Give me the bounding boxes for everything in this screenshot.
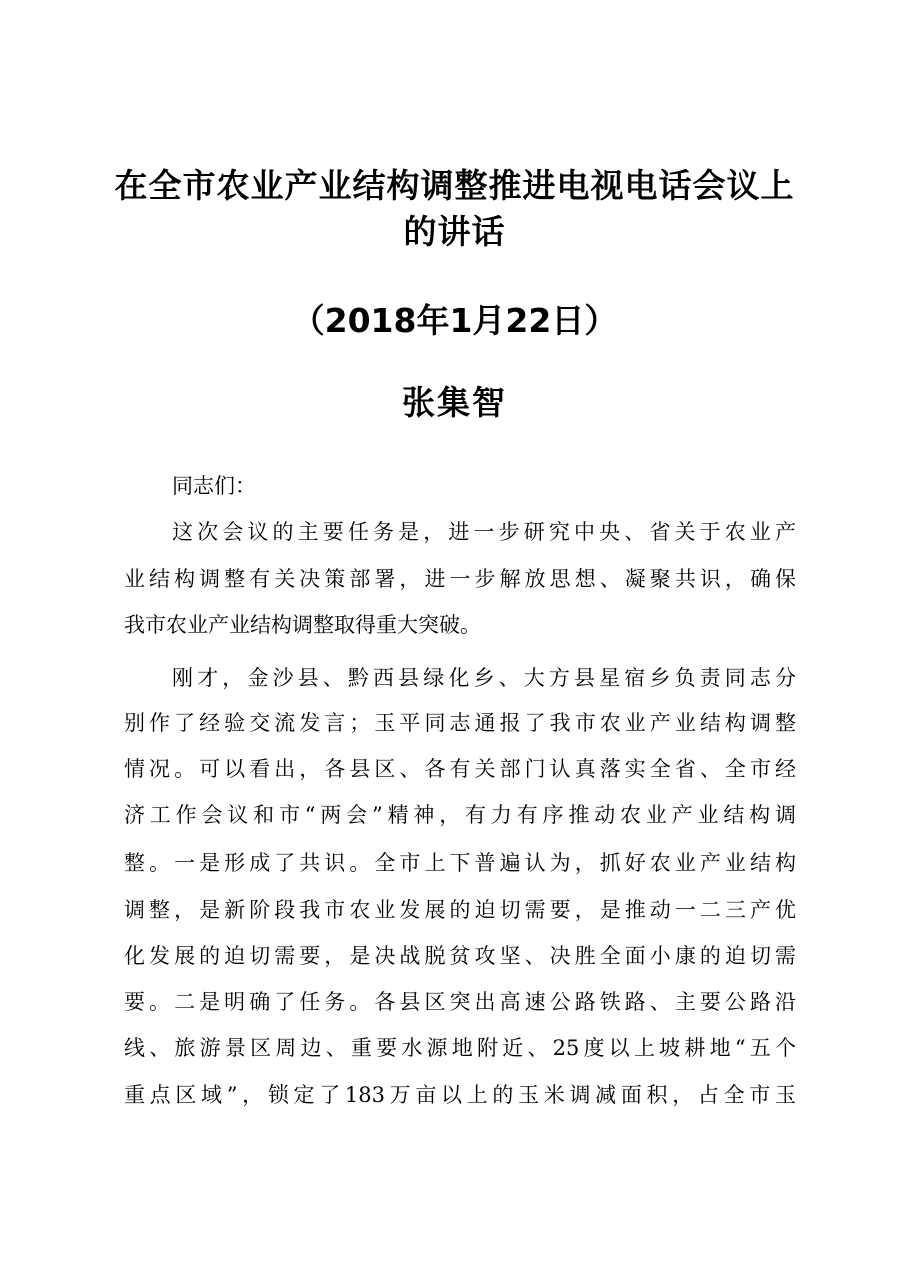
speech-date: （2018年1月22日）: [291, 301, 618, 340]
paragraph-2-line: 别作了经验交流发言；玉平同志通报了我市农业产业结构调整: [124, 711, 796, 735]
paragraph-2-line: 整。一是形成了共识。全市上下普遍认为，抓好农业产业结构: [124, 851, 796, 875]
paragraph-2-line: 刚才，金沙县、黔西县绿化乡、大方县星宿乡负责同志分: [172, 666, 796, 690]
paragraph-2-line: 情况。可以看出，各县区、各有关部门认真落实全省、全市经: [124, 757, 796, 781]
paragraph-2-line: 调整，是新阶段我市农业发展的迫切需要，是推动一二三产优: [124, 898, 796, 922]
paragraph-2-line: 线、旅游景区周边、重要水源地附近、25度以上坡耕地“五个: [124, 1036, 796, 1060]
paragraph-1-line: 这次会议的主要任务是，进一步研究中央、省关于农业产: [172, 520, 796, 544]
document-title-line-2: 的讲话: [403, 212, 506, 251]
paragraph-2-line: 化发展的迫切需要，是决战脱贫攻坚、决胜全面小康的迫切需: [124, 944, 796, 968]
paragraph-1-line: 我市农业产业结构调整取得重大突破。: [124, 613, 481, 637]
paragraph-2-line: 重点区域”，锁定了183万亩以上的玉米调减面积，占全市玉: [124, 1083, 796, 1107]
salutation: 同志们：: [172, 474, 256, 498]
paragraph-1-line: 业结构调整有关决策部署，进一步解放思想、凝聚共识，确保: [124, 567, 796, 591]
paragraph-2-line: 济工作会议和市“两会”精神，有力有序推动农业产业结构调: [124, 803, 796, 827]
document-title-line-1: 在全市农业产业结构调整推进电视电话会议上: [114, 166, 795, 205]
paragraph-2-line: 要。二是明确了任务。各县区突出高速公路铁路、主要公路沿: [124, 990, 796, 1014]
speech-author: 张集智: [402, 383, 507, 422]
